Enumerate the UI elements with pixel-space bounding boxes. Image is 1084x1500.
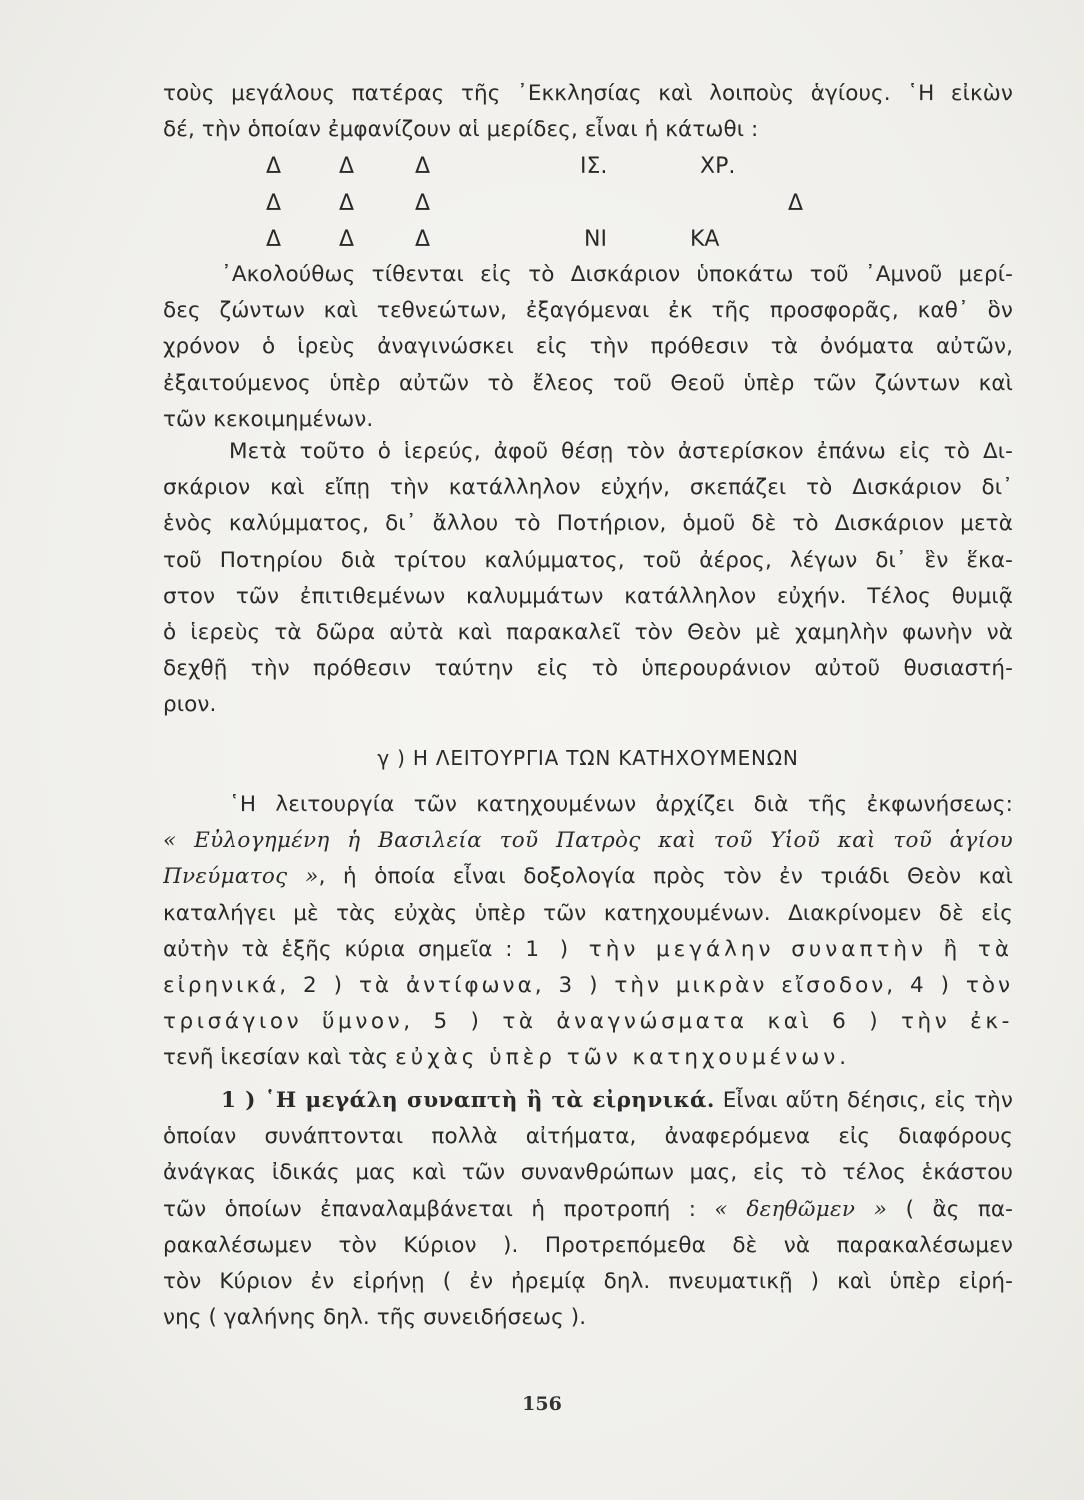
text-fragment: τῶν ὁποίων ἐπαναλαμβάνεται ἡ προτροπή : — [163, 1196, 697, 1222]
diagram-row — [0, 149, 1084, 185]
text-line: ἑνὸς καλύμματος, δι᾿ ἄλλου τὸ Ποτήριον, ὁμοῦ δὲ τὸ Δισκάριον μετὰ — [163, 511, 1013, 537]
text-line: χρόνον ὁ ἱρεὺς ἀναγινώσκει εἰς τὴν πρόθεσιν τὰ ὀνόματα αὐτῶν, — [163, 334, 1013, 360]
text-line: δες ζώντων καὶ τεθνεώτων, ἐξαγόμεναι ἐκ τῆς προσφορᾶς, καθ᾿ ὃν — [163, 298, 1013, 324]
diagram-cell: Δ — [266, 227, 282, 252]
paragraph-4 — [163, 1083, 1013, 1336]
diagram-label: Δ — [788, 191, 804, 216]
quoted-line: « Εὐλογημένη ἡ Βασιλεία τοῦ Πατρὸς καὶ τοῦ Υἱοῦ καὶ τοῦ ἁγίου — [163, 828, 1013, 854]
diagram-row — [0, 186, 1084, 222]
spaced-line: τρισάγιον ὕμνον, 5 ) τὰ ἀναγνώσματα καὶ 6 ) τὴν ἐκ- — [163, 1009, 1013, 1035]
text-line: ριον. — [163, 692, 217, 718]
text-line — [163, 1040, 1013, 1076]
paragraph-3 — [163, 787, 1013, 1077]
text-line — [163, 932, 1013, 968]
text-fragment: , ἡ ὁποία εἶναι δοξολογία πρὸς τὸν ἐν τριάδι Θεὸν καὶ — [318, 864, 1013, 890]
page-number: 156 — [522, 1393, 562, 1415]
text-line: ἀνάγκας ἰδικάς μας καὶ τῶν συνανθρώπων μας, εἰς τὸ τέλος ἑκάστου — [163, 1160, 1013, 1186]
subsection-title: 1 ) ῾Η μεγάλη συναπτὴ ἢ τὰ εἰρηνικά. — [221, 1088, 715, 1113]
diagram-cell: Δ — [339, 154, 355, 179]
spaced-text: εὐχὰς ὑπὲρ τῶν κατηχουμένων. — [395, 1045, 851, 1071]
diagram-cell: Δ — [415, 227, 431, 252]
diagram-label: ΝΙ — [584, 227, 607, 252]
section-heading: γ ) Η ΛΕΙΤΟΥΡΓΙΑ ΤΩΝ ΚΑΤΗΧΟΥΜΕΝΩΝ — [377, 746, 799, 770]
paragraph-1 — [163, 257, 1013, 438]
text-line — [163, 859, 1013, 895]
text-fragment: ( ἂς πα- — [905, 1196, 1013, 1222]
spaced-line: εἰρηνικά, 2 ) τὰ ἀντίφωνα, 3 ) τὴν μικρὰν εἴσοδον, 4 ) τὸν — [163, 972, 1013, 998]
quoted-text: Πνεύματος » — [163, 864, 319, 890]
quoted-text: « δεηθῶμεν » — [714, 1196, 888, 1222]
text-fragment: αὐτὴν τὰ ἑξῆς κύρια σημεῖα : — [163, 936, 513, 962]
diagram-cell: Δ — [266, 154, 282, 179]
text-line: καταλήγει μὲ τὰς εὐχὰς ὑπὲρ τῶν κατηχουμένων. Διακρίνομεν δὲ εἰς — [163, 900, 1013, 926]
text-line: ὁποίαν συνάπτονται πολλὰ αἰτήματα, ἀναφερόμενα εἰς διαφόρους — [163, 1124, 1013, 1150]
diagram-cell: Δ — [266, 191, 282, 216]
text-line: τοῦ Ποτηρίου διὰ τρίτου καλύμματος, τοῦ ἀέρος, λέγων δι᾿ ἓν ἕκα- — [163, 547, 1013, 573]
diagram-row — [0, 222, 1084, 258]
diagram-cell: Δ — [415, 154, 431, 179]
text-line: στον τῶν ἐπιτιθεμένων καλυμμάτων κατάλληλον εὐχήν. Τέλος θυμιᾷ — [163, 583, 1013, 609]
text-fragment: Εἶναι αὕτη δέησις, εἰς τὴν — [714, 1088, 1013, 1113]
diagram-cell: Δ — [339, 191, 355, 216]
text-line: τῶν κεκοιμημένων. — [163, 406, 374, 432]
text-fragment: τενῆ ἱκεσίαν καὶ τὰς — [163, 1045, 389, 1071]
text-line: Μετὰ τοῦτο ὁ ἱερεύς, ἀφοῦ θέσῃ τὸν ἀστερίσκον ἐπάνω εἰς τὸ Δι- — [229, 439, 1013, 464]
diagram-cell: Δ — [339, 227, 355, 252]
diagram-cell: Δ — [415, 191, 431, 216]
text-line: τὸν Κύριον ἐν εἰρήνῃ ( ἐν ἠρεμίᾳ δηλ. πνευματικῇ ) καὶ ὑπὲρ εἰρή- — [163, 1268, 1013, 1294]
paragraph-2 — [163, 434, 1013, 724]
text-line: ᾿Ακολούθως τίθενται εἰς τὸ Δισκάριον ὑποκάτω τοῦ ᾿Αμνοῦ μερί- — [221, 262, 1013, 287]
text-line: τοὺς μεγάλους πατέρας τῆς ᾿Εκκλησίας καὶ λοιποὺς ἁγίους. ῾Η εἰκὼν — [163, 81, 1013, 106]
diagram-label: ΧΡ. — [700, 154, 736, 179]
text-line: δέ, τὴν ὁποίαν ἐμφανίζουν αἱ μερίδες, εἶναι ἡ κάτωθι : — [163, 117, 759, 143]
diagram-label: ΙΣ. — [580, 154, 608, 179]
intro-text — [163, 76, 1013, 148]
text-line: ὁ ἱερεὺς τὰ δῶρα αὐτὰ καὶ παρακαλεῖ τὸν Θεὸν μὲ χαμηλὴν φωνὴν νὰ — [163, 619, 1013, 645]
text-line — [163, 1083, 1013, 1119]
text-line: δεχθῇ τὴν πρόθεσιν ταύτην εἰς τὸ ὑπερουράνιον αὐτοῦ θυσιαστή- — [163, 656, 1013, 682]
text-line: ῾Η λειτουργία τῶν κατηχουμένων ἀρχίζει διὰ τῆς ἐκφωνήσεως: — [229, 792, 1013, 817]
spaced-text: 1 ) τὴν μεγάλην συναπτὴν ἢ τὰ — [525, 936, 1013, 962]
text-line: νης ( γαλήνης δηλ. τῆς συνειδήσεως ). — [163, 1305, 587, 1331]
text-line — [163, 1192, 1013, 1228]
diagram-label: ΚΑ — [690, 227, 720, 252]
text-line: σκάριον καὶ εἴπῃ τὴν κατάλληλον εὐχήν, σκεπάζει τὸ Δισκάριον δι᾿ — [163, 475, 1013, 501]
text-line: ἐξαιτούμενος ὑπὲρ αὐτῶν τὸ ἔλεος τοῦ Θεοῦ ὑπὲρ τῶν ζώντων καὶ — [163, 370, 1013, 396]
text-line: ρακαλέσωμεν τὸν Κύριον ). Προτρεπόμεθα δὲ νὰ παρακαλέσωμεν — [163, 1232, 1013, 1258]
